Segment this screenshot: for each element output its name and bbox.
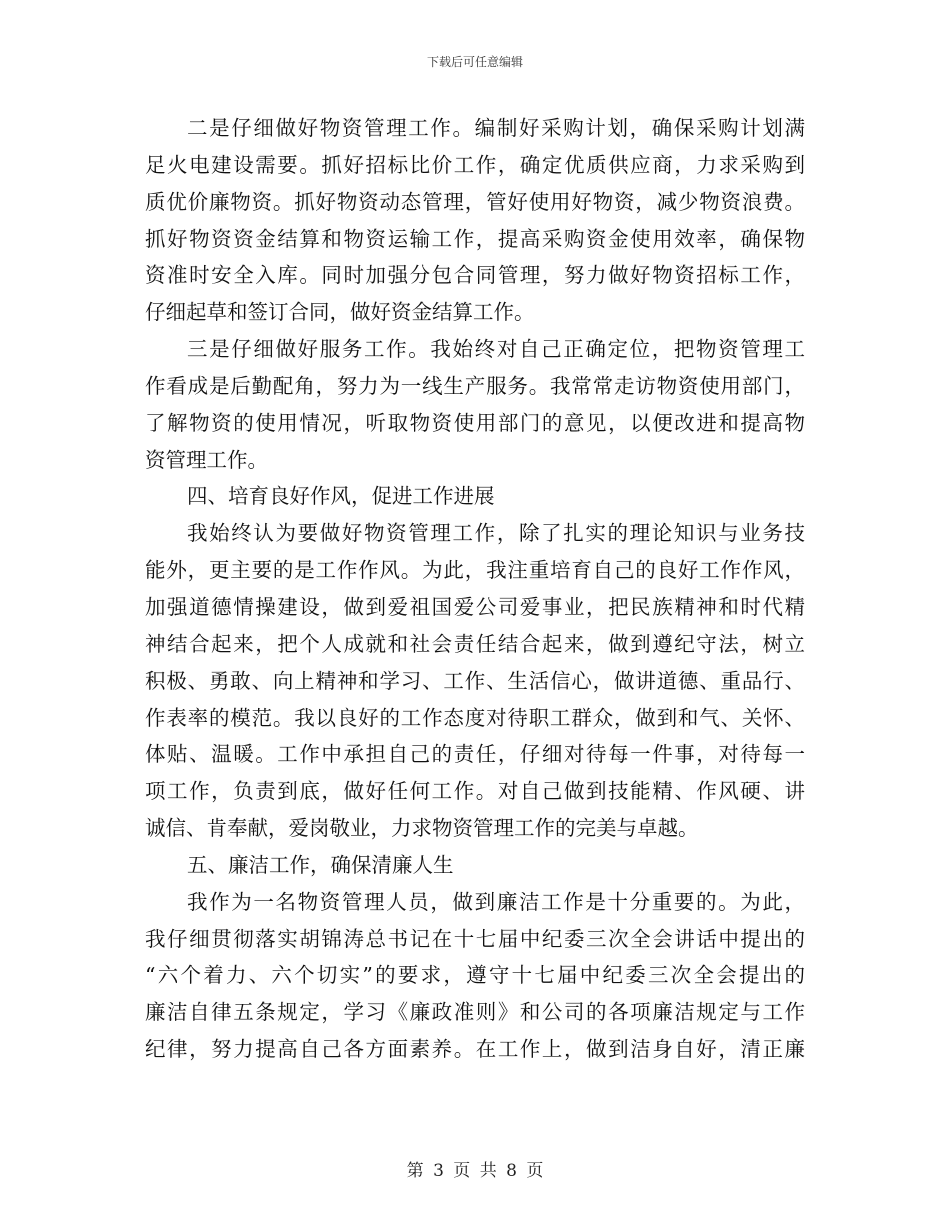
paragraph-line: 体贴、温暖。工作中承担自己的责任，仔细对待每一件事，对待每一 (145, 742, 805, 767)
paragraph-line: 纪律，努力提高自己各方面素养。在工作上，做到洁身自好，清正廉 (145, 1037, 805, 1062)
paragraph-line: 资管理工作。 (145, 447, 268, 472)
page-number: 第 3 页 共 8 页 (406, 1161, 544, 1181)
paragraph-line: 足火电建设需要。抓好招标比价工作，确定优质供应商，力求采购到 (145, 152, 805, 177)
paragraph-line: 二是仔细做好物资管理工作。编制好采购计划，确保采购计划满 (187, 116, 805, 140)
paragraph-line: 了解物资的使用情况，听取物资使用部门的意见，以便改进和提高物 (145, 410, 805, 435)
page-header: 下载后可任意编辑 (426, 55, 523, 69)
paragraph-line: 作表率的模范。我以良好的工作态度对待职工群众，做到和气、关怀、 (145, 705, 805, 730)
section-heading: 四、培育良好作风，促进工作进展 (187, 484, 495, 509)
paragraph-line: 积极、勇敢、向上精神和学习、工作、生活信心，做讲道德、重品行、 (145, 668, 805, 693)
paragraph-line: 我始终认为要做好物资管理工作，除了扎实的理论知识与业务技 (187, 521, 805, 546)
paragraph-line: 资准时安全入库。同时加强分包合同管理，努力做好物资招标工作， (145, 263, 805, 288)
paragraph-line: 三是仔细做好服务工作。我始终对自己正确定位，把物资管理工 (187, 337, 805, 362)
paragraph-line: 能外，更主要的是工作作风。为此，我注重培育自己的良好工作作风， (145, 558, 805, 583)
paragraph-line: 加强道德情操建设，做到爱祖国爱公司爱事业，把民族精神和时代精 (145, 594, 805, 619)
paragraph-line: 作看成是后勤配角，努力为一线生产服务。我常常走访物资使用部门， (145, 373, 805, 398)
document-body (145, 110, 805, 1068)
paragraph-line: 诚信、肯奉献，爱岗敬业，力求物资管理工作的完美与卓越。 (145, 816, 699, 841)
paragraph-line: 抓好物资资金结算和物资运输工作，提高采购资金使用效率，确保物 (145, 226, 805, 251)
paragraph-line: 神结合起来，把个人成就和社会责任结合起来，做到遵纪守法，树立 (145, 631, 805, 656)
paragraph-line: 廉洁自律五条规定，学习《廉政准则》和公司的各项廉洁规定与工作 (145, 1000, 805, 1025)
paragraph-line: 我仔细贯彻落实胡锦涛总书记在十七届中纪委三次全会讲话中提出的 (145, 926, 805, 951)
paragraph-line: 质优价廉物资。抓好物资动态管理，管好使用好物资，减少物资浪费。 (145, 189, 805, 214)
paragraph-line: 我作为一名物资管理人员，做到廉洁工作是十分重要的。为此， (187, 889, 805, 914)
paragraph-line: 仔细起草和签订合同，做好资金结算工作。 (145, 300, 535, 325)
paragraph-line: 项工作，负责到底，做好任何工作。对自己做到技能精、作风硬、讲 (145, 779, 805, 804)
paragraph-line: “六个着力、六个切实”的要求，遵守十七届中纪委三次全会提出的 (145, 963, 805, 988)
section-heading: 五、廉洁工作，确保清廉人生 (187, 852, 454, 877)
